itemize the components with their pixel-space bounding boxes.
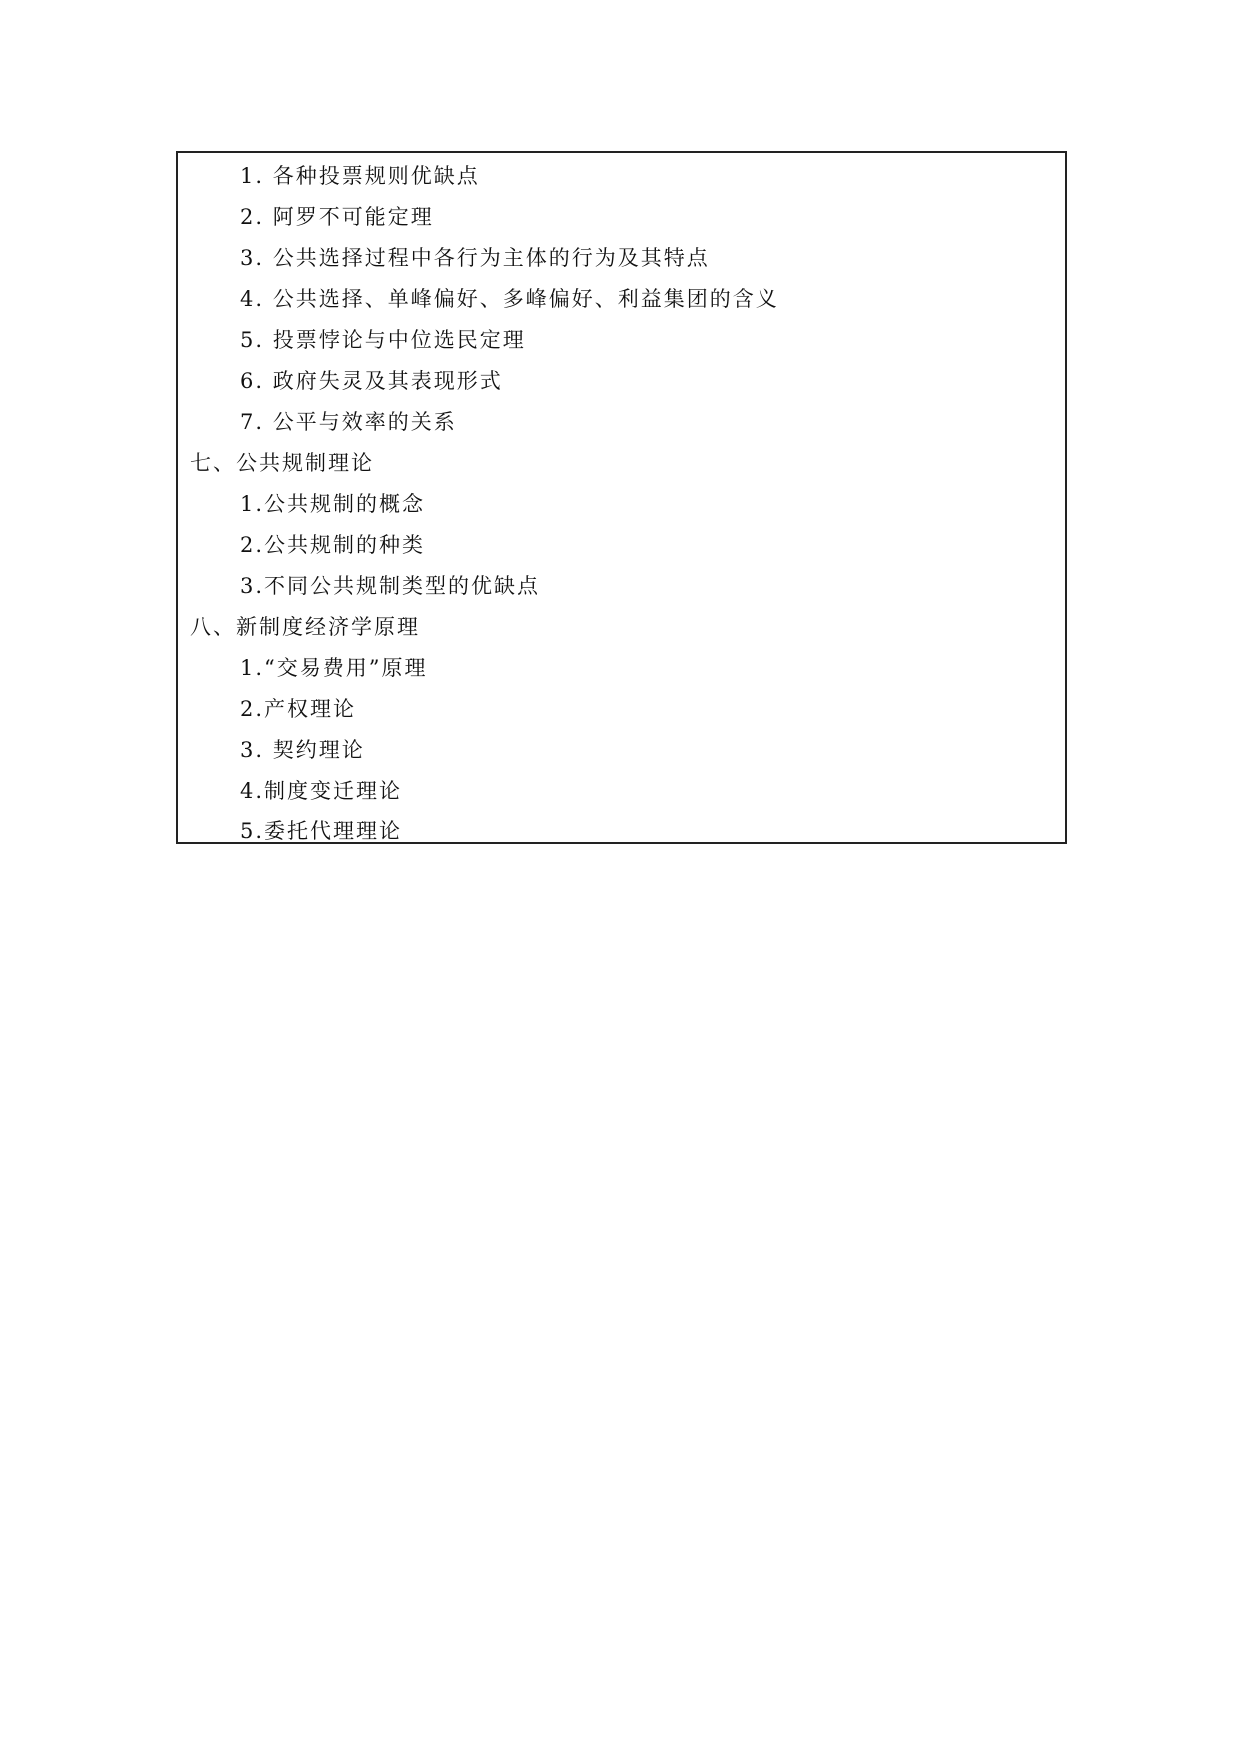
content-box [176, 151, 1067, 844]
list-item: 4.制度变迁理论 [240, 779, 403, 803]
list-item: 1.“交易费用”原理 [240, 656, 428, 680]
list-item: 5. 投票悖论与中位选民定理 [240, 328, 526, 352]
list-item: 3. 契约理论 [240, 738, 365, 762]
list-item: 3. 公共选择过程中各行为主体的行为及其特点 [240, 246, 710, 270]
list-item: 1. 各种投票规则优缺点 [240, 164, 480, 188]
list-item: 2.公共规制的种类 [240, 533, 426, 557]
list-item: 2.产权理论 [240, 697, 357, 721]
list-item: 1.公共规制的概念 [240, 492, 426, 516]
list-item: 5.委托代理理论 [240, 819, 403, 843]
list-item: 6. 政府失灵及其表现形式 [240, 369, 503, 393]
section-heading: 七、公共规制理论 [190, 451, 374, 475]
list-item: 3.不同公共规制类型的优缺点 [240, 574, 541, 598]
list-item: 7. 公平与效率的关系 [240, 410, 457, 434]
section-heading: 八、新制度经济学原理 [190, 615, 420, 639]
list-item: 2. 阿罗不可能定理 [240, 205, 434, 229]
list-item: 4. 公共选择、单峰偏好、多峰偏好、利益集团的含义 [240, 287, 779, 311]
